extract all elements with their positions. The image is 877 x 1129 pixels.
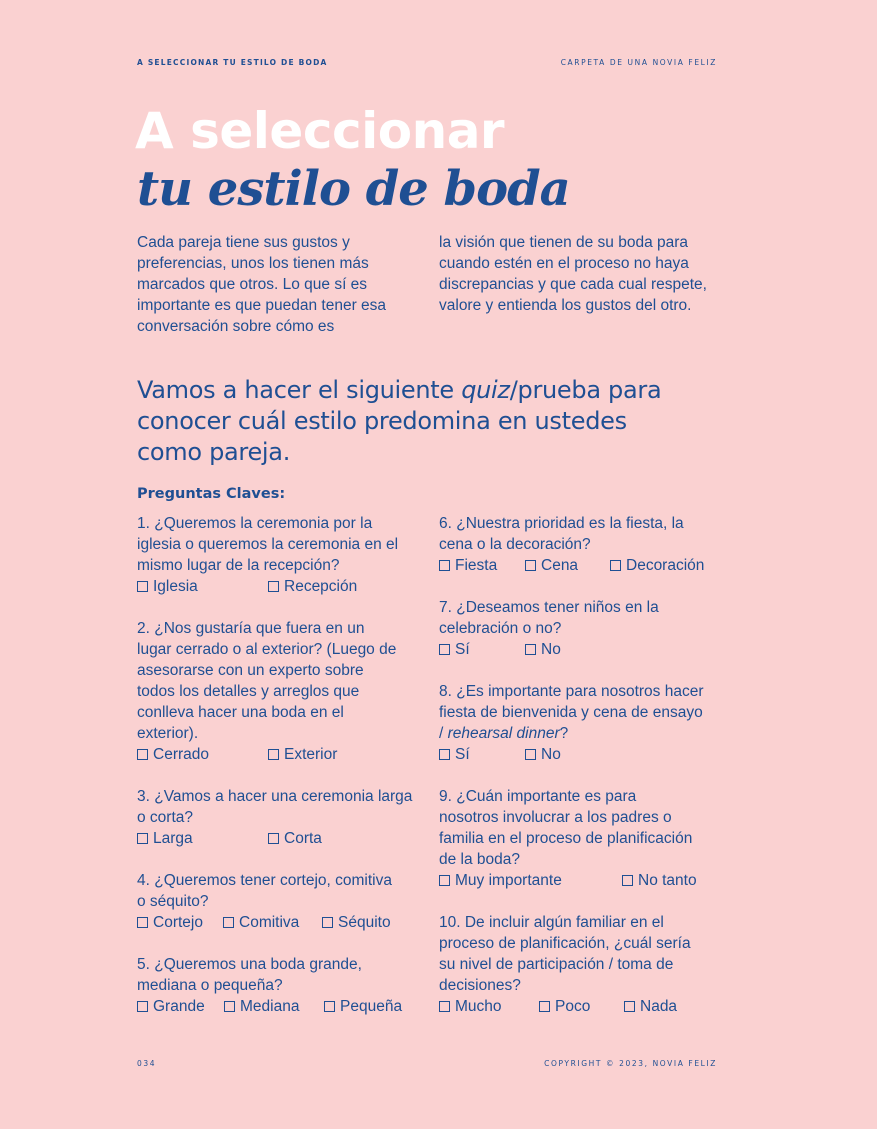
option-checkbox[interactable] [137,576,198,597]
option-checkbox[interactable] [439,744,470,765]
checkbox-icon[interactable] [539,1001,550,1012]
quiz-heading-part2: /prueba para conocer cuál estilo predomina en ustedes como pareja. [137,376,662,466]
question-text: 4. ¿Queremos tener cortejo, comitiva o séquito? [137,872,392,910]
question-text-after: ? [559,725,569,742]
option-checkbox[interactable] [137,912,203,933]
option-checkbox[interactable] [610,555,704,576]
option-label: Iglesia [153,578,198,595]
option-label: Recepción [284,578,358,595]
question-options [439,744,709,765]
question-options [439,639,679,660]
option-label: Muy importante [455,872,562,889]
checkbox-icon[interactable] [137,581,148,592]
checkbox-icon[interactable] [610,560,621,571]
checkbox-icon[interactable] [525,560,536,571]
option-label: Sí [455,641,470,658]
question-options [439,555,709,576]
option-checkbox[interactable] [224,996,299,1017]
question-9 [439,786,697,891]
running-header-right: CARPETA DE UNA NOVIA FELIZ [560,58,717,67]
question-2 [137,618,402,765]
checkbox-icon[interactable] [324,1001,335,1012]
section-label: Preguntas Claves: [137,486,286,502]
intro-paragraph-right: la visión que tienen de su boda para cuando estén en el proceso no haya discrepancias y que cada cual respete, valore y entienda los gustos del otro. [439,234,707,314]
checkbox-icon[interactable] [525,749,536,760]
option-checkbox[interactable] [539,996,590,1017]
question-options [137,996,403,1017]
option-label: Pequeña [340,998,403,1015]
question-text: 2. ¿Nos gustaría que fuera en un lugar cerrado o al exterior? (Luego de asesorarse con un experto sobre todos los detalles y arreglos que conlleva hacer una boda en el exterior). [137,620,397,742]
checkbox-icon[interactable] [439,1001,450,1012]
question-8 [439,681,709,765]
intro-paragraph-left: Cada pareja tiene sus gustos y preferencias, unos los tienen más marcados que otros. Lo que sí es importante es que puedan tener esa conversación sobre cómo es [137,234,387,335]
option-checkbox[interactable] [268,828,322,849]
option-checkbox[interactable] [525,639,561,660]
question-text [439,681,709,744]
question-1 [137,513,417,597]
checkbox-icon[interactable] [622,875,633,886]
option-checkbox[interactable] [439,639,470,660]
page-title-line2: tu estilo de boda [137,161,570,217]
quiz-heading-italic: quiz [461,376,510,404]
option-checkbox[interactable] [324,996,402,1017]
option-checkbox[interactable] [439,870,562,891]
question-text: 9. ¿Cuán importante es para nosotros involucrar a los padres o familia en el proceso de planificación de la boda? [439,788,693,868]
checkbox-icon[interactable] [224,1001,235,1012]
option-label: Poco [555,998,591,1015]
option-label: No tanto [638,872,697,889]
checkbox-icon[interactable] [439,875,450,886]
option-checkbox[interactable] [622,870,697,891]
quiz-heading [137,375,697,468]
checkbox-icon[interactable] [439,749,450,760]
question-7 [439,597,679,660]
page-title-line1: A seleccionar [135,102,505,160]
option-checkbox[interactable] [268,576,357,597]
option-checkbox[interactable] [624,996,677,1017]
checkbox-icon[interactable] [137,917,148,928]
question-text: 1. ¿Queremos la ceremonia por la iglesia o queremos la ceremonia en el mismo lugar de la recepción? [137,515,399,574]
page-number: 034 [137,1059,157,1068]
question-6 [439,513,709,576]
copyright-notice: COPYRIGHT © 2023, NOVIA FELIZ [544,1059,717,1068]
running-header-left: A SELECCIONAR TU ESTILO DE BODA [137,58,328,67]
checkbox-icon[interactable] [137,749,148,760]
question-options [137,828,417,849]
option-checkbox[interactable] [322,912,391,933]
option-label: Fiesta [455,557,498,574]
option-label: Larga [153,830,193,847]
question-text-before: 8. ¿Es importante para nosotros hacer fiesta de bienvenida y cena de ensayo / [439,683,704,742]
checkbox-icon[interactable] [268,833,279,844]
option-checkbox[interactable] [525,555,578,576]
option-checkbox[interactable] [137,744,209,765]
option-label: No [541,746,561,763]
question-text: 10. De incluir algún familiar en el proceso de planificación, ¿cuál sería su nivel de participación / toma de decisiones? [439,914,691,994]
option-label: Exterior [284,746,338,763]
option-label: Mediana [240,998,300,1015]
checkbox-icon[interactable] [268,581,279,592]
checkbox-icon[interactable] [525,644,536,655]
question-text: 5. ¿Queremos una boda grande, mediana o pequeña? [137,956,362,994]
option-checkbox[interactable] [223,912,299,933]
option-label: Sí [455,746,470,763]
question-text: 6. ¿Nuestra prioridad es la fiesta, la cena o la decoración? [439,515,684,553]
option-label: Séquito [338,914,391,931]
checkbox-icon[interactable] [624,1001,635,1012]
question-text: 7. ¿Deseamos tener niños en la celebración o no? [439,599,659,637]
checkbox-icon[interactable] [137,1001,148,1012]
option-label: Cortejo [153,914,203,931]
option-label: Cena [541,557,579,574]
option-checkbox[interactable] [439,996,502,1017]
option-label: Nada [640,998,678,1015]
checkbox-icon[interactable] [223,917,234,928]
question-text: 3. ¿Vamos a hacer una ceremonia larga o corta? [137,788,413,826]
option-label: Decoración [626,557,705,574]
option-checkbox[interactable] [137,996,205,1017]
option-checkbox[interactable] [137,828,193,849]
question-10 [439,912,699,1017]
question-options [137,744,402,765]
option-label: No [541,641,561,658]
question-4 [137,870,397,933]
question-options [137,912,397,933]
question-5 [137,954,403,1017]
checkbox-icon[interactable] [137,833,148,844]
option-checkbox[interactable] [439,555,497,576]
option-label: Cerrado [153,746,209,763]
checkbox-icon[interactable] [439,644,450,655]
option-label: Comitiva [239,914,300,931]
option-checkbox[interactable] [525,744,561,765]
option-checkbox[interactable] [268,744,337,765]
question-text-italic: rehearsal dinner [447,725,560,742]
question-options [137,576,417,597]
question-3 [137,786,417,849]
checkbox-icon[interactable] [322,917,333,928]
quiz-heading-part1: Vamos a hacer el siguiente [137,376,462,404]
checkbox-icon[interactable] [268,749,279,760]
option-label: Grande [153,998,205,1015]
question-options [439,870,697,891]
question-options [439,996,699,1017]
checkbox-icon[interactable] [439,560,450,571]
option-label: Mucho [455,998,502,1015]
option-label: Corta [284,830,322,847]
